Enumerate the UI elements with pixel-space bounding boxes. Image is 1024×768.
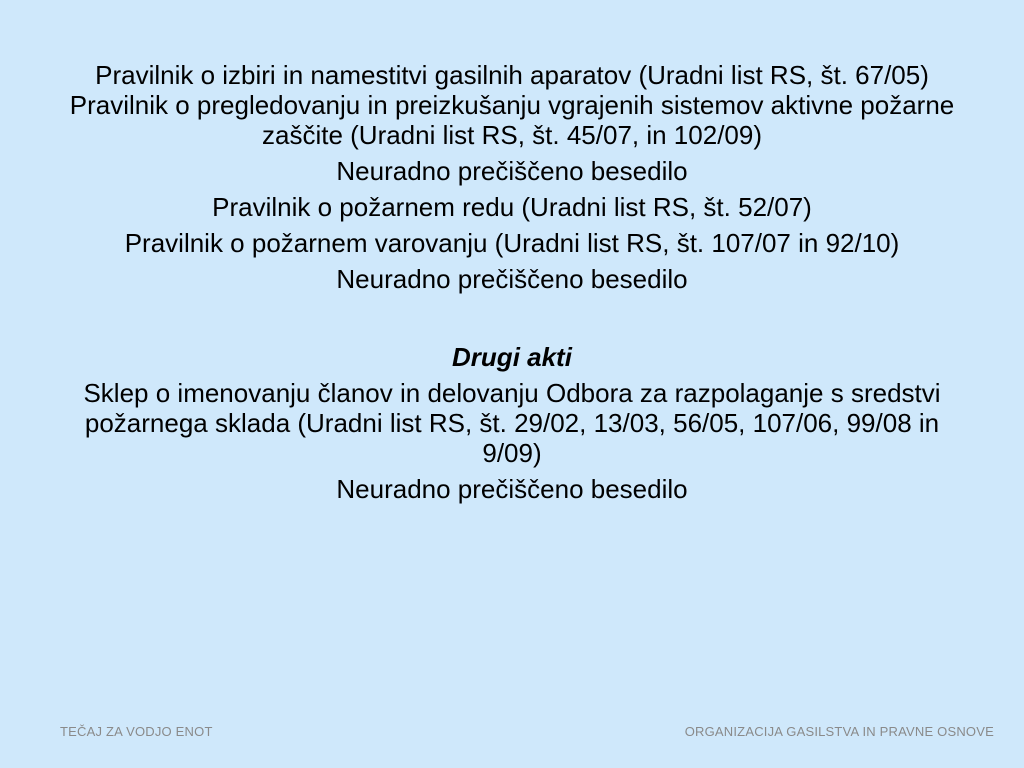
paragraph-neuradno-2: Neuradno prečiščeno besedilo — [336, 264, 688, 294]
section-title-drugi-akti: Drugi akti — [452, 342, 572, 372]
paragraph-pravilnik-pozarni-red: Pravilnik o požarnem redu (Uradni list RS, št. 52/07) — [212, 192, 812, 222]
paragraph-pravilnik-gasilni-aparati: Pravilnik o izbiri in namestitvi gasilnih aparatov (Uradni list RS, št. 67/05) — [95, 60, 929, 90]
paragraph-neuradno-1: Neuradno prečiščeno besedilo — [336, 156, 688, 186]
paragraph-pravilnik-pregledovanje: Pravilnik o pregledovanju in preizkušanju vgrajenih sistemov aktivne požarne zaščite (Uradni list RS, št. 45/07, in 102/09) — [69, 90, 955, 150]
paragraph-pravilnik-pozarno-varovanje: Pravilnik o požarnem varovanju (Uradni list RS, št. 107/07 in 92/10) — [124, 228, 900, 258]
footer-left: TEČAJ ZA VODJO ENOT — [60, 724, 213, 739]
slide-content — [60, 60, 964, 504]
paragraph-sklep-odbor: Sklep o imenovanju članov in delovanju Odbora za razpolaganje s sredstvi požarnega sklada (Uradni list RS, št. 29/02, 13/03, 56/05, 107/06, 99/08 in 9/09) — [83, 378, 941, 468]
footer-right: ORGANIZACIJA GASILSTVA IN PRAVNE OSNOVE — [684, 724, 994, 739]
paragraph-neuradno-3: Neuradno prečiščeno besedilo — [336, 474, 688, 504]
